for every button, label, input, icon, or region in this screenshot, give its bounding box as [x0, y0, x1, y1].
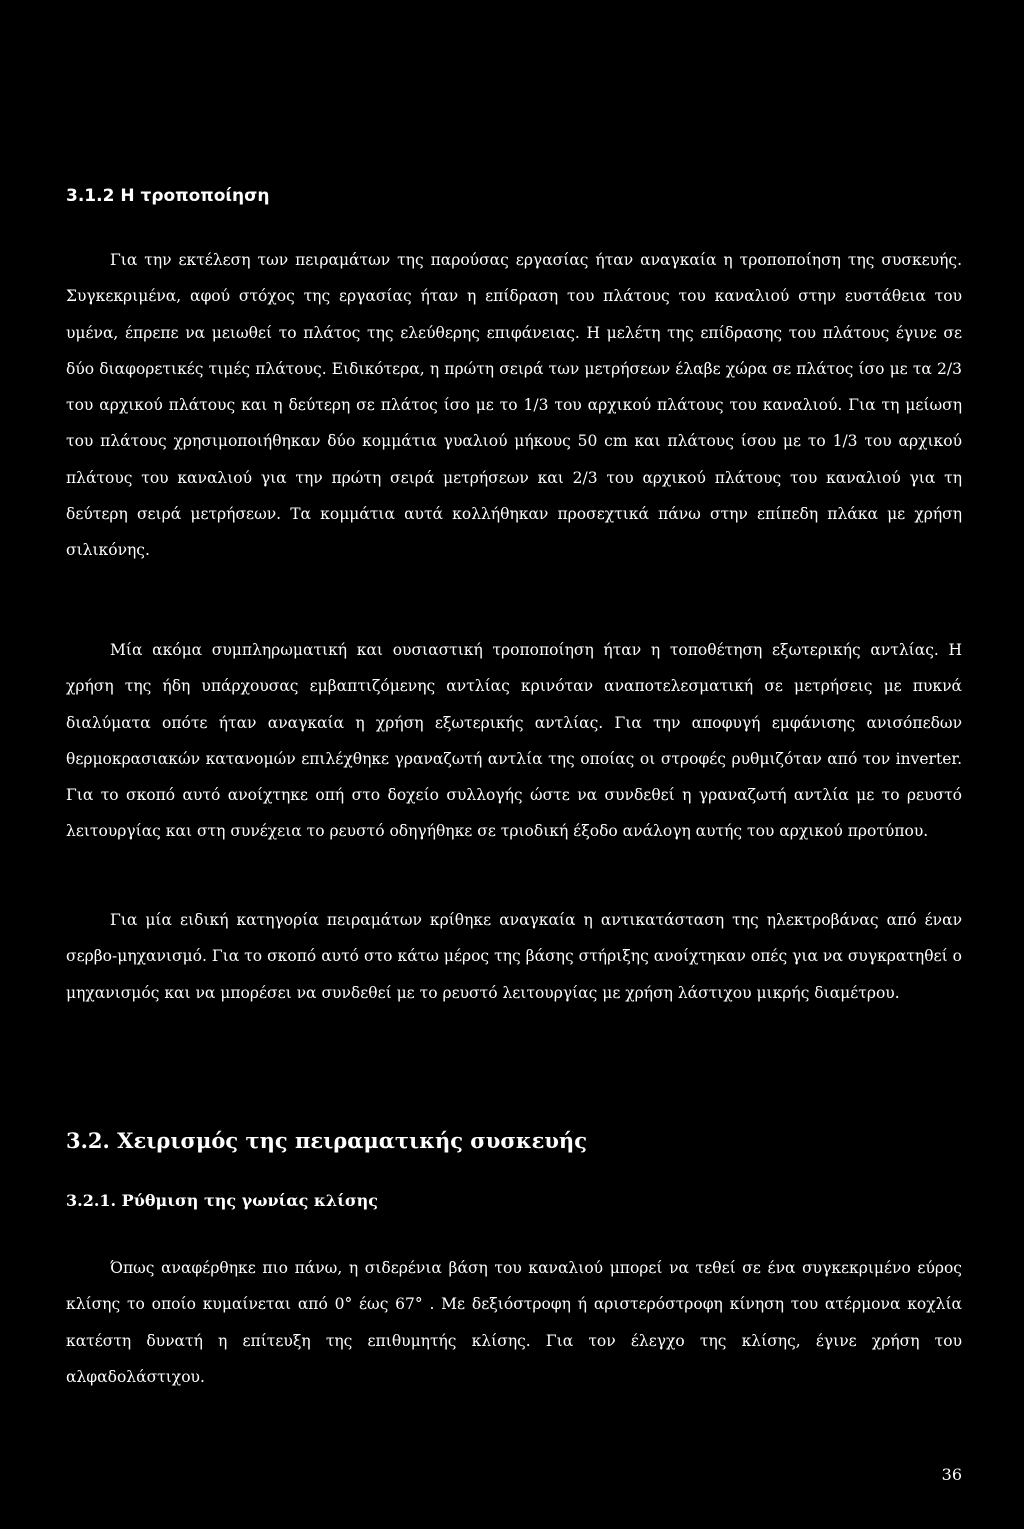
section-heading-3-2-1: 3.2.1. Ρύθμιση της γωνίας κλίσης	[66, 1191, 379, 1210]
section-heading-3-1-2: 3.1.2 Η τροποποίηση	[66, 186, 270, 206]
section-heading-3-2: 3.2. Χειρισμός της πειραματικής συσκευής	[66, 1128, 587, 1153]
paragraph-external-pump: Μία ακόμα συμπληρωματική και ουσιαστική τροποποίηση ήταν η τοποθέτηση εξωτερικής αντλίας. Η χρήση της ήδη υπάρχουσας εμβαπτιζόμενης αντλίας κρινόταν αναποτελεσματική σε μετρήσεις με πυκνά διαλύματα οπότε ήταν αναγκαία η χρήση εξωτερικής αντλίας. Για την αποφυγή εμφάνισης ανισόπεδων θερμοκρασιακών κατανομών επιλέχθηκε γραναζωτή αντλία της οποίας οι στροφές ρυθμιζόταν από τον inverter. Για το σκοπό αυτό ανοίχτηκε οπή στο δοχείο συλλογής ώστε να συνδεθεί η γραναζωτή αντλία με το ρευστό λειτουργίας και στη συνέχεια το ρευστό οδηγήθηκε σε τριοδική έξοδο ανάλογη αυτής του αρχικού προτύπου.	[66, 641, 962, 841]
paragraph-width-modification: Για την εκτέλεση των πειραμάτων της παρούσας εργασίας ήταν αναγκαία η τροποποίηση της συσκευής. Συγκεκριμένα, αφού στόχος της εργασίας ήταν η επίδραση του πλάτους του καναλιού στην ευστάθεια του υμένα, έπρεπε να μειωθεί το πλάτος της ελεύθερης επιφάνειας. Η μελέτη της επίδρασης του πλάτους έγινε σε δύο διαφορετικές τιμές πλάτους. Ειδικότερα, η πρώτη σειρά των μετρήσεων έλαβε χώρα σε πλάτος ίσο με τα 2/3 του αρχικού πλάτους και η δεύτερη σε πλάτος ίσο με το 1/3 του αρχικού πλάτους του καναλιού. Για τη μείωση του πλάτους χρησιμοποιήθηκαν δύο κομμάτια γυαλιού μήκους 50 cm και πλάτους ίσου με το 1/3 του αρχικού πλάτους του καναλιού για την πρώτη σειρά μετρήσεων και 2/3 του αρχικού πλάτους του καναλιού για τη δεύτερη σειρά μετρήσεων. Τα κομμάτια αυτά κολλήθηκαν προσεχτικά πάνω στην επίπεδη πλάκα με χρήση σιλικόνης.	[66, 251, 962, 560]
document-page	[66, 0, 962, 1529]
page-number: 36	[941, 1465, 962, 1484]
paragraph-inclination-angle: Όπως αναφέρθηκε πιο πάνω, η σιδερένια βάση του καναλιού μπορεί να τεθεί σε ένα συγκεκριμένο εύρος κλίσης το οποίο κυμαίνεται από 0° έως 67° . Με δεξιόστροφη ή αριστερόστροφη κίνηση του ατέρμονα κοχλία κατέστη δυνατή η επίτευξη της επιθυμητής κλίσης. Για τον έλεγχο της κλίσης, έγινε χρήση του αλφαδολάστιχου.	[66, 1259, 962, 1386]
paragraph-servo-mechanism: Για μία ειδική κατηγορία πειραμάτων κρίθηκε αναγκαία η αντικατάσταση της ηλεκτροβάνας από έναν σερβο-μηχανισμό. Για το σκοπό αυτό στο κάτω μέρος της βάσης στήριξης ανοίχτηκαν οπές για να συγκρατηθεί ο μηχανισμός και να μπορέσει να συνδεθεί με το ρευστό λειτουργίας με χρήση λάστιχου μικρής διαμέτρου.	[66, 911, 962, 1002]
